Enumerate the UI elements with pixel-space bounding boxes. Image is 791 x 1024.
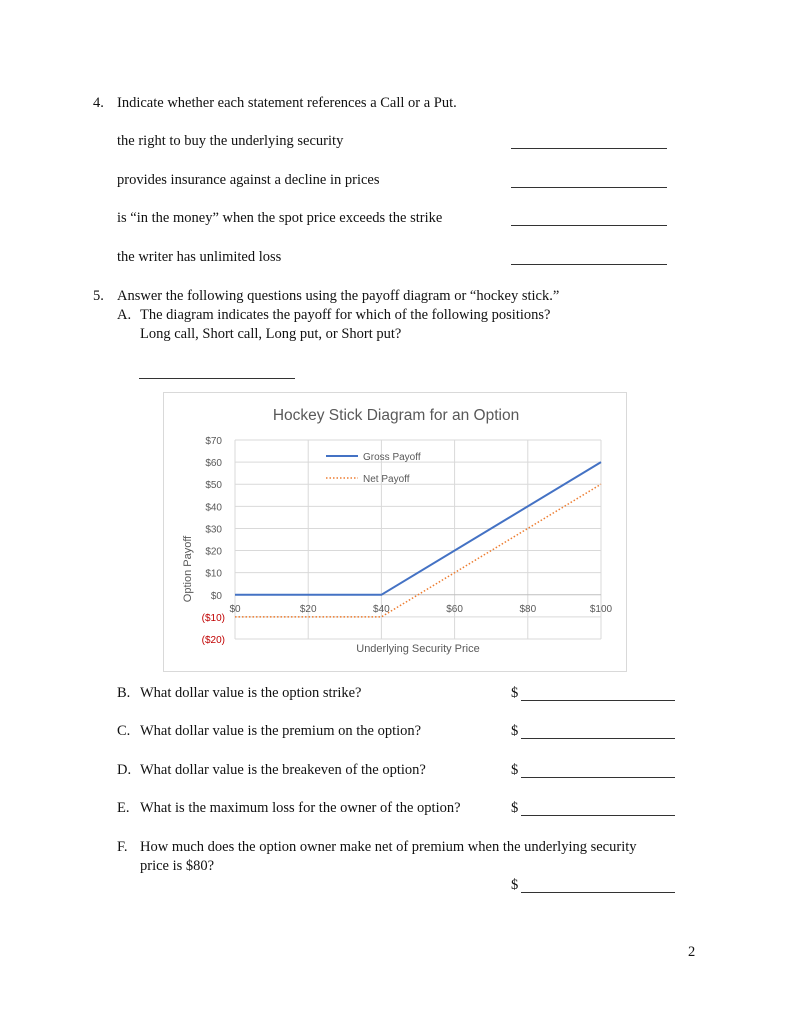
q5-prompt: Answer the following questions using the payoff diagram or “hockey stick.” xyxy=(117,288,560,304)
q5a-answer-blank[interactable] xyxy=(139,378,295,379)
x-tick-label: $0 xyxy=(229,603,241,615)
q5d-letter: D. xyxy=(117,762,132,778)
q5f-letter: F. xyxy=(117,839,128,855)
x-tick-label: $80 xyxy=(519,603,537,615)
y-tick-label: $40 xyxy=(205,502,222,514)
x-tick-label: $40 xyxy=(373,603,390,615)
q5c-answer-blank[interactable] xyxy=(521,738,675,739)
y-tick-label: ($20) xyxy=(201,635,225,646)
q4-prompt: Indicate whether each statement references a Call or a Put. xyxy=(117,95,457,111)
chart-series xyxy=(235,462,601,617)
q4-statement-2: provides insurance against a decline in prices xyxy=(117,172,380,188)
y-tick-label: $10 xyxy=(205,568,222,580)
q5c-text: What dollar value is the premium on the option? xyxy=(140,723,422,739)
chart-y-axis-label: Option Payoff xyxy=(182,535,194,603)
chart-legend xyxy=(326,452,421,485)
y-tick-label: $60 xyxy=(205,458,222,470)
q4-answer-blank-2[interactable] xyxy=(511,187,667,188)
y-tick-label: $70 xyxy=(205,436,222,447)
q5b-text: What dollar value is the option strike? xyxy=(140,685,362,701)
chart-x-ticks xyxy=(229,604,612,615)
q5c-currency: $ xyxy=(511,723,519,739)
y-tick-label: ($10) xyxy=(201,612,225,624)
x-tick-label: $100 xyxy=(589,603,613,615)
q4-answer-blank-1[interactable] xyxy=(511,148,667,149)
hockey-stick-chart xyxy=(164,393,626,671)
chart-grid xyxy=(235,440,601,639)
q4-answer-blank-3[interactable] xyxy=(511,225,667,226)
q5e-answer-blank[interactable] xyxy=(521,815,675,816)
q5e-text: What is the maximum loss for the owner of the option? xyxy=(140,800,461,816)
q5-number: 5. xyxy=(93,288,104,304)
chart-x-axis-label: Underlying Security Price xyxy=(356,643,480,655)
q5e-currency: $ xyxy=(511,800,519,816)
chart-title: Hockey Stick Diagram for an Option xyxy=(272,407,520,424)
x-tick-label: $20 xyxy=(299,603,317,615)
q4-statement-1: the right to buy the underlying security xyxy=(117,133,344,149)
q5f-line-2: price is $80? xyxy=(140,858,215,874)
legend-label-net-payoff: Net Payoff xyxy=(363,474,410,485)
q5a-line-2: Long call, Short call, Long put, or Short put? xyxy=(140,326,402,342)
q5d-text: What dollar value is the breakeven of the option? xyxy=(140,762,426,778)
q4-number: 4. xyxy=(93,95,104,111)
q5d-currency: $ xyxy=(511,762,519,778)
q5d-answer-blank[interactable] xyxy=(521,777,675,778)
y-tick-label: $20 xyxy=(205,546,222,558)
chart-y-ticks xyxy=(202,436,225,646)
page-number: 2 xyxy=(688,944,696,960)
q5b-letter: B. xyxy=(117,685,131,701)
q5a-line-1: The diagram indicates the payoff for which of the following positions? xyxy=(140,307,551,323)
y-tick-label: $30 xyxy=(205,524,222,536)
y-tick-label: $0 xyxy=(210,590,222,602)
q5b-answer-blank[interactable] xyxy=(521,700,675,701)
q4-answer-blank-4[interactable] xyxy=(511,264,667,265)
q5a-letter: A. xyxy=(117,307,132,323)
q5e-letter: E. xyxy=(117,800,130,816)
q5c-letter: C. xyxy=(117,723,131,739)
q5f-currency: $ xyxy=(511,877,519,893)
q4-statement-4: the writer has unlimited loss xyxy=(117,249,282,265)
chart-frame xyxy=(163,392,627,672)
q5f-line-1: How much does the option owner make net of premium when the underlying security xyxy=(140,839,637,855)
y-tick-label: $50 xyxy=(205,480,222,492)
x-tick-label: $60 xyxy=(446,603,463,615)
q5f-answer-blank[interactable] xyxy=(521,892,675,893)
q4-statement-3: is “in the money” when the spot price exceeds the strike xyxy=(117,210,443,226)
legend-label-gross-payoff: Gross Payoff xyxy=(363,452,421,463)
q5b-currency: $ xyxy=(511,685,519,701)
